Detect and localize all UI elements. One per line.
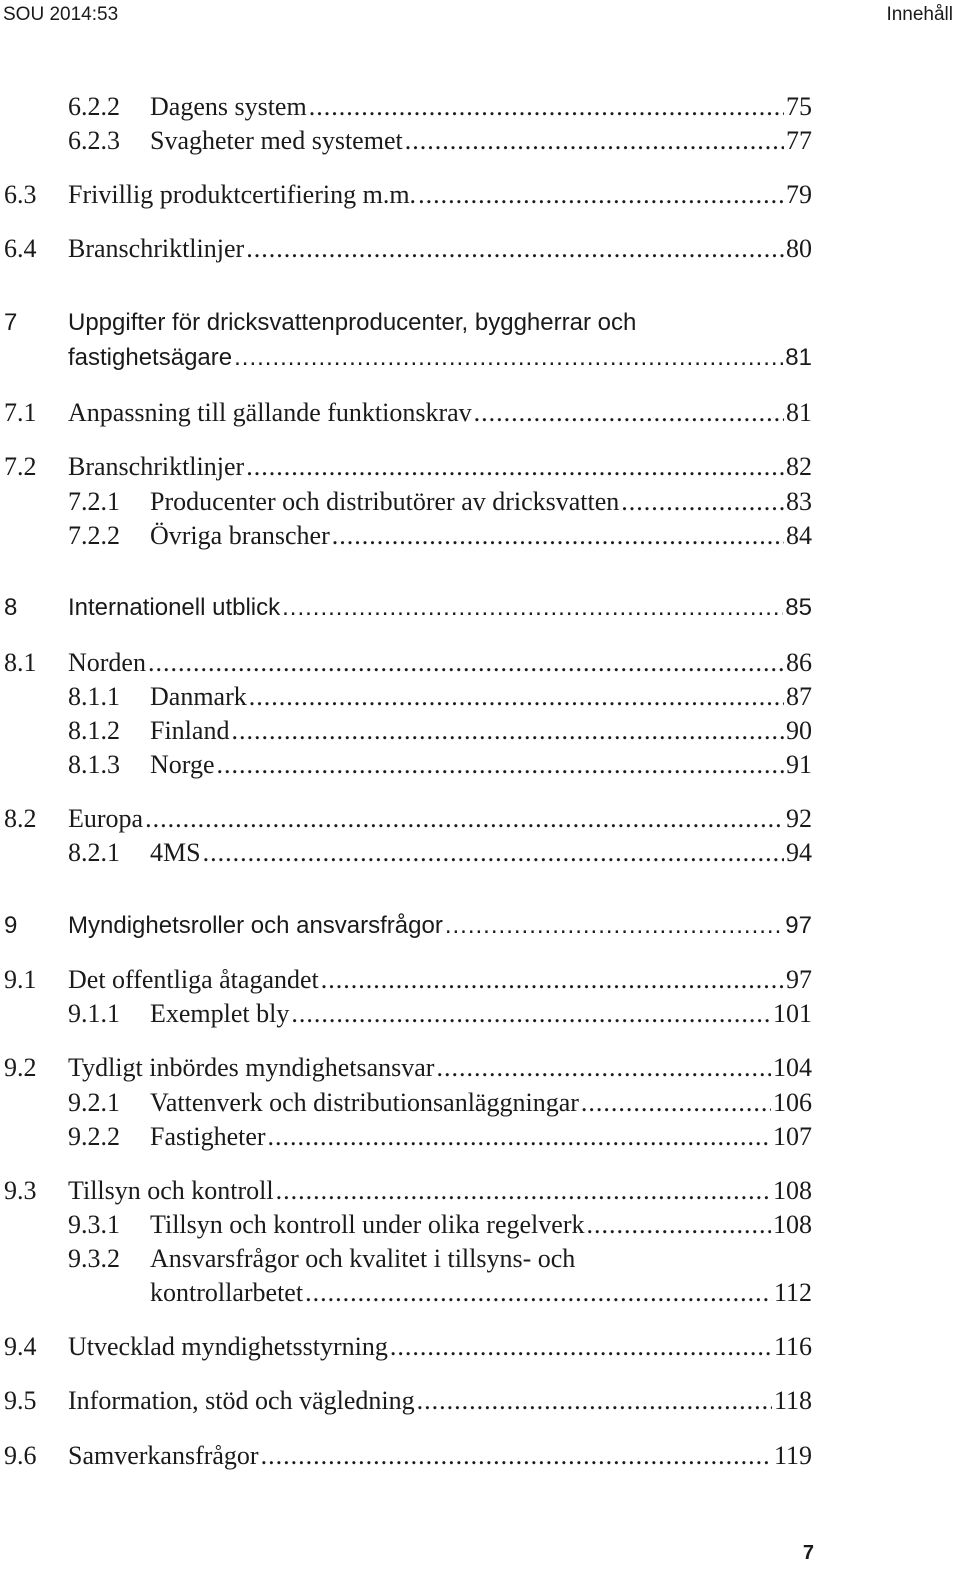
toc-entry-number: 9.2 <box>4 1053 37 1082</box>
dot-leader <box>436 1051 771 1085</box>
dot-leader <box>261 1439 772 1473</box>
toc-entry-page: 81 <box>785 344 812 371</box>
toc-entry-title: Tillsyn och kontroll <box>68 1176 274 1205</box>
dot-leader <box>276 1174 771 1208</box>
toc-entry-number: 8.2 <box>4 804 37 833</box>
dot-leader <box>390 1330 772 1364</box>
toc-entry-page: 108 <box>773 1210 812 1239</box>
dot-leader <box>586 1208 771 1242</box>
toc-entry-number: 6.3 <box>4 180 37 209</box>
toc-entry-number: 6.2.3 <box>68 126 120 155</box>
dot-leader <box>474 396 784 430</box>
toc-entry-page: 91 <box>786 750 812 779</box>
toc-entry-title: Dagens system <box>150 92 307 121</box>
toc-entry-title: Uppgifter för dricksvattenproducenter, byggherrar och <box>68 309 637 336</box>
dot-leader <box>291 997 771 1031</box>
dot-leader <box>268 1120 771 1154</box>
toc-entry-page: 94 <box>786 838 812 867</box>
dot-leader <box>282 591 783 625</box>
toc-entry-page: 81 <box>786 398 812 427</box>
toc-entry-page: 82 <box>786 452 812 481</box>
toc-entry-title-continued: fastighetsägare <box>68 344 233 371</box>
toc-entry-page: 83 <box>786 487 812 516</box>
toc-entry-title: Fastigheter <box>150 1122 266 1151</box>
toc-entry-number: 9.3.2 <box>68 1244 120 1273</box>
toc-entry-page: 97 <box>785 912 812 939</box>
toc-entry-title: Danmark <box>150 682 247 711</box>
toc-entry-number: 7.2.1 <box>68 487 120 516</box>
toc-entry-number: 7 <box>4 309 18 336</box>
dot-leader <box>332 519 784 553</box>
dot-leader <box>145 802 784 836</box>
dot-leader <box>234 341 783 375</box>
toc-entry-page: 87 <box>786 682 812 711</box>
toc-entry-title: Svagheter med systemet <box>150 126 403 155</box>
toc-entry-page: 104 <box>773 1053 812 1082</box>
toc-entry-number: 8.1.3 <box>68 750 120 779</box>
toc-entry-number: 8.1 <box>4 648 37 677</box>
toc-entry-number: 8 <box>4 594 18 621</box>
page-number: 7 <box>802 1542 814 1564</box>
toc-entry-page: 79 <box>786 180 812 209</box>
toc-entry-title: Frivillig produktcertifiering m.m. <box>68 180 417 209</box>
toc-entry-number: 9.1 <box>4 965 37 994</box>
toc-entry-number: 9.4 <box>4 1332 37 1361</box>
dot-leader <box>249 680 784 714</box>
toc-entry-page: 86 <box>786 648 812 677</box>
toc-entry-title: Europa <box>68 804 144 833</box>
dot-leader <box>418 178 784 212</box>
dot-leader <box>581 1086 771 1120</box>
toc-entry-title: Exemplet bly <box>150 999 290 1028</box>
section-label: Innehåll <box>886 4 953 25</box>
toc-entry-number: 7.1 <box>4 398 37 427</box>
toc-entry-title: Tydligt inbördes myndighetsansvar <box>68 1053 435 1082</box>
toc-entry-page: 116 <box>773 1332 812 1361</box>
toc-entry-page: 80 <box>786 234 812 263</box>
toc-entry-number: 8.1.2 <box>68 716 120 745</box>
toc-entry-number: 9.3.1 <box>68 1210 120 1239</box>
dot-leader <box>405 124 784 158</box>
dot-leader <box>321 963 784 997</box>
toc-entry-number: 8.1.1 <box>68 682 120 711</box>
toc-entry-title: Norge <box>150 750 215 779</box>
toc-entry-page: 107 <box>773 1122 812 1151</box>
toc-entry-number: 7.2 <box>4 452 37 481</box>
toc-entry-number: 9.3 <box>4 1176 37 1205</box>
toc-entry-number: 9.2.1 <box>68 1088 120 1117</box>
toc-entry-title-continued: kontrollarbetet <box>150 1278 304 1307</box>
toc-entry-title: 4MS <box>150 838 201 867</box>
dot-leader <box>246 232 784 266</box>
toc-entry-title: Samverkansfrågor <box>68 1441 259 1470</box>
toc-entry-title: Branschriktlinjer <box>68 234 245 263</box>
toc-entry-page: 97 <box>786 965 812 994</box>
toc-entry-title: Myndighetsroller och ansvarsfrågor <box>68 912 443 939</box>
report-reference: SOU 2014:53 <box>3 4 119 25</box>
toc-entry-number: 6.2.2 <box>68 92 120 121</box>
toc-entry-page: 85 <box>785 594 812 621</box>
dot-leader <box>203 836 784 870</box>
toc-entry-title: Utvecklad myndighetsstyrning <box>68 1332 388 1361</box>
toc-entry-number: 8.2.1 <box>68 838 120 867</box>
toc-entry-page: 90 <box>786 716 812 745</box>
toc-entry-page: 92 <box>786 804 812 833</box>
toc-entry-number: 7.2.2 <box>68 521 120 550</box>
dot-leader <box>246 450 784 484</box>
toc-entry-title: Internationell utblick <box>68 594 281 621</box>
dot-leader <box>621 485 784 519</box>
toc-entry-page: 118 <box>773 1386 812 1415</box>
toc-entry-title: Det offentliga åtagandet <box>68 965 319 994</box>
toc-entry-number: 9.2.2 <box>68 1122 120 1151</box>
dot-leader <box>305 1276 772 1310</box>
toc-entry-title: Information, stöd och vägledning <box>68 1386 415 1415</box>
toc-entry-number: 9.6 <box>4 1441 37 1470</box>
toc-entry-page: 106 <box>773 1088 812 1117</box>
toc-entry-title: Norden <box>68 648 146 677</box>
dot-leader <box>445 909 783 943</box>
toc-entry-page: 77 <box>786 126 812 155</box>
toc-entry-title: Övriga branscher <box>150 521 330 550</box>
toc-entry-page: 119 <box>773 1441 812 1470</box>
dot-leader <box>217 748 784 782</box>
toc-entry-title: Tillsyn och kontroll under olika regelverk <box>150 1210 585 1239</box>
toc-entry-number: 6.4 <box>4 234 37 263</box>
toc-entry-title: Finland <box>150 716 230 745</box>
toc-entry-title: Branschriktlinjer <box>68 452 245 481</box>
toc-entry-number: 9 <box>4 912 18 939</box>
toc-entry-page: 108 <box>773 1176 812 1205</box>
dot-leader <box>231 714 784 748</box>
dot-leader <box>417 1384 772 1418</box>
toc-entry-title: Vattenverk och distributionsanläggningar <box>150 1088 579 1117</box>
toc-entry-title: Ansvarsfrågor och kvalitet i tillsyns- och <box>150 1244 576 1273</box>
toc-entry-page: 75 <box>786 92 812 121</box>
toc-entry-page: 101 <box>773 999 812 1028</box>
toc-entry-page: 112 <box>773 1278 812 1307</box>
toc-entry-title: Producenter och distributörer av dricksvatten <box>150 487 620 516</box>
toc-entry-number: 9.1.1 <box>68 999 120 1028</box>
toc-entry-title: Anpassning till gällande funktionskrav <box>68 398 472 427</box>
toc-entry-page: 84 <box>786 521 812 550</box>
dot-leader <box>148 646 784 680</box>
toc-entry-number: 9.5 <box>4 1386 37 1415</box>
dot-leader <box>309 90 784 124</box>
